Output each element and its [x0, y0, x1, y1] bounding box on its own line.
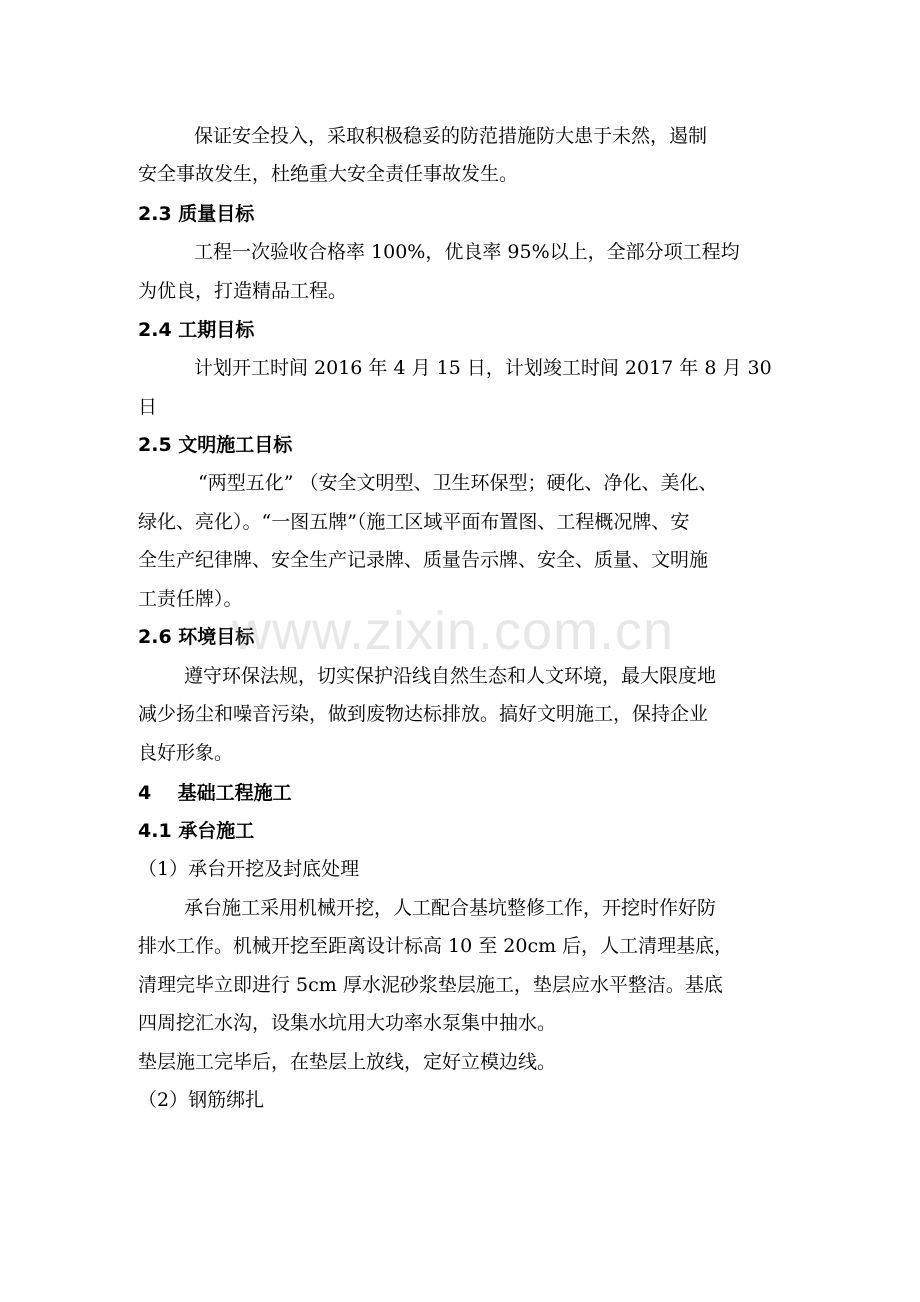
heading-schedule-goal: 2.4 工期目标 — [138, 319, 255, 341]
heading-foundation-construction: 4 基础工程施工 — [138, 782, 292, 804]
cap-line-2: 排水工作。机械开挖至距离设计标高 10 至 20cm 后，人工清理基底， — [138, 935, 734, 957]
schedule-line-1: 计划开工时间 2016 年 4 月 15 日，计划竣工时间 2017 年 8 月 30 — [194, 357, 772, 379]
schedule-line-2: 日 — [138, 396, 158, 418]
civilized-line-2: 绿化、亮化）。“一图五牌”（施工区域平面布置图、工程概况牌、安 — [138, 511, 690, 533]
subheading-excavation: （1）承台开挖及封底处理 — [138, 858, 360, 880]
safety-line-2: 安全事故发生，杜绝重大安全责任事故发生。 — [138, 163, 519, 185]
watermark: www.zixin.com.cn — [232, 601, 675, 661]
cap-line-1: 承台施工采用机械开挖，人工配合基坑整修工作，开挖时作好防 — [184, 897, 717, 919]
heading-environment-goal: 2.6 环境目标 — [138, 626, 255, 648]
cap-line-3: 清理完毕立即进行 5cm 厚水泥砂浆垫层施工，垫层应水平整洁。基底 — [138, 974, 723, 996]
civilized-line-1: “两型五化” （安全文明型、卫生环保型；硬化、净化、美化、 — [198, 472, 718, 494]
cap-line-4: 四周挖汇水沟，设集水坑用大功率水泵集中抽水。 — [138, 1012, 557, 1034]
heading-cap-construction: 4.1 承台施工 — [138, 820, 255, 842]
safety-line-1: 保证安全投入，采取积极稳妥的防范措施防大患于未然，遏制 — [194, 125, 708, 147]
quality-line-1: 工程一次验收合格率 100%，优良率 95%以上，全部分项工程均 — [194, 241, 740, 263]
quality-line-2: 为优良，打造精品工程。 — [138, 280, 348, 302]
cap-line-5: 垫层施工完毕后，在垫层上放线，定好立模边线。 — [138, 1051, 557, 1073]
heading-civilized-goal: 2.5 文明施工目标 — [138, 434, 293, 456]
civilized-line-3: 全生产纪律牌、安全生产记录牌、质量告示牌、安全、质量、文明施 — [138, 549, 709, 571]
civilized-line-4: 工责任牌）。 — [138, 588, 243, 610]
environment-line-1: 遵守环保法规，切实保护沿线自然生态和人文环境，最大限度地 — [184, 665, 717, 687]
environment-line-3: 良好形象。 — [138, 742, 234, 764]
heading-quality-goal: 2.3 质量目标 — [138, 203, 255, 225]
environment-line-2: 减少扬尘和噪音污染，做到废物达标排放。搞好文明施工，保持企业 — [138, 703, 709, 725]
subheading-rebar-binding: （2）钢筋绑扎 — [138, 1089, 265, 1111]
